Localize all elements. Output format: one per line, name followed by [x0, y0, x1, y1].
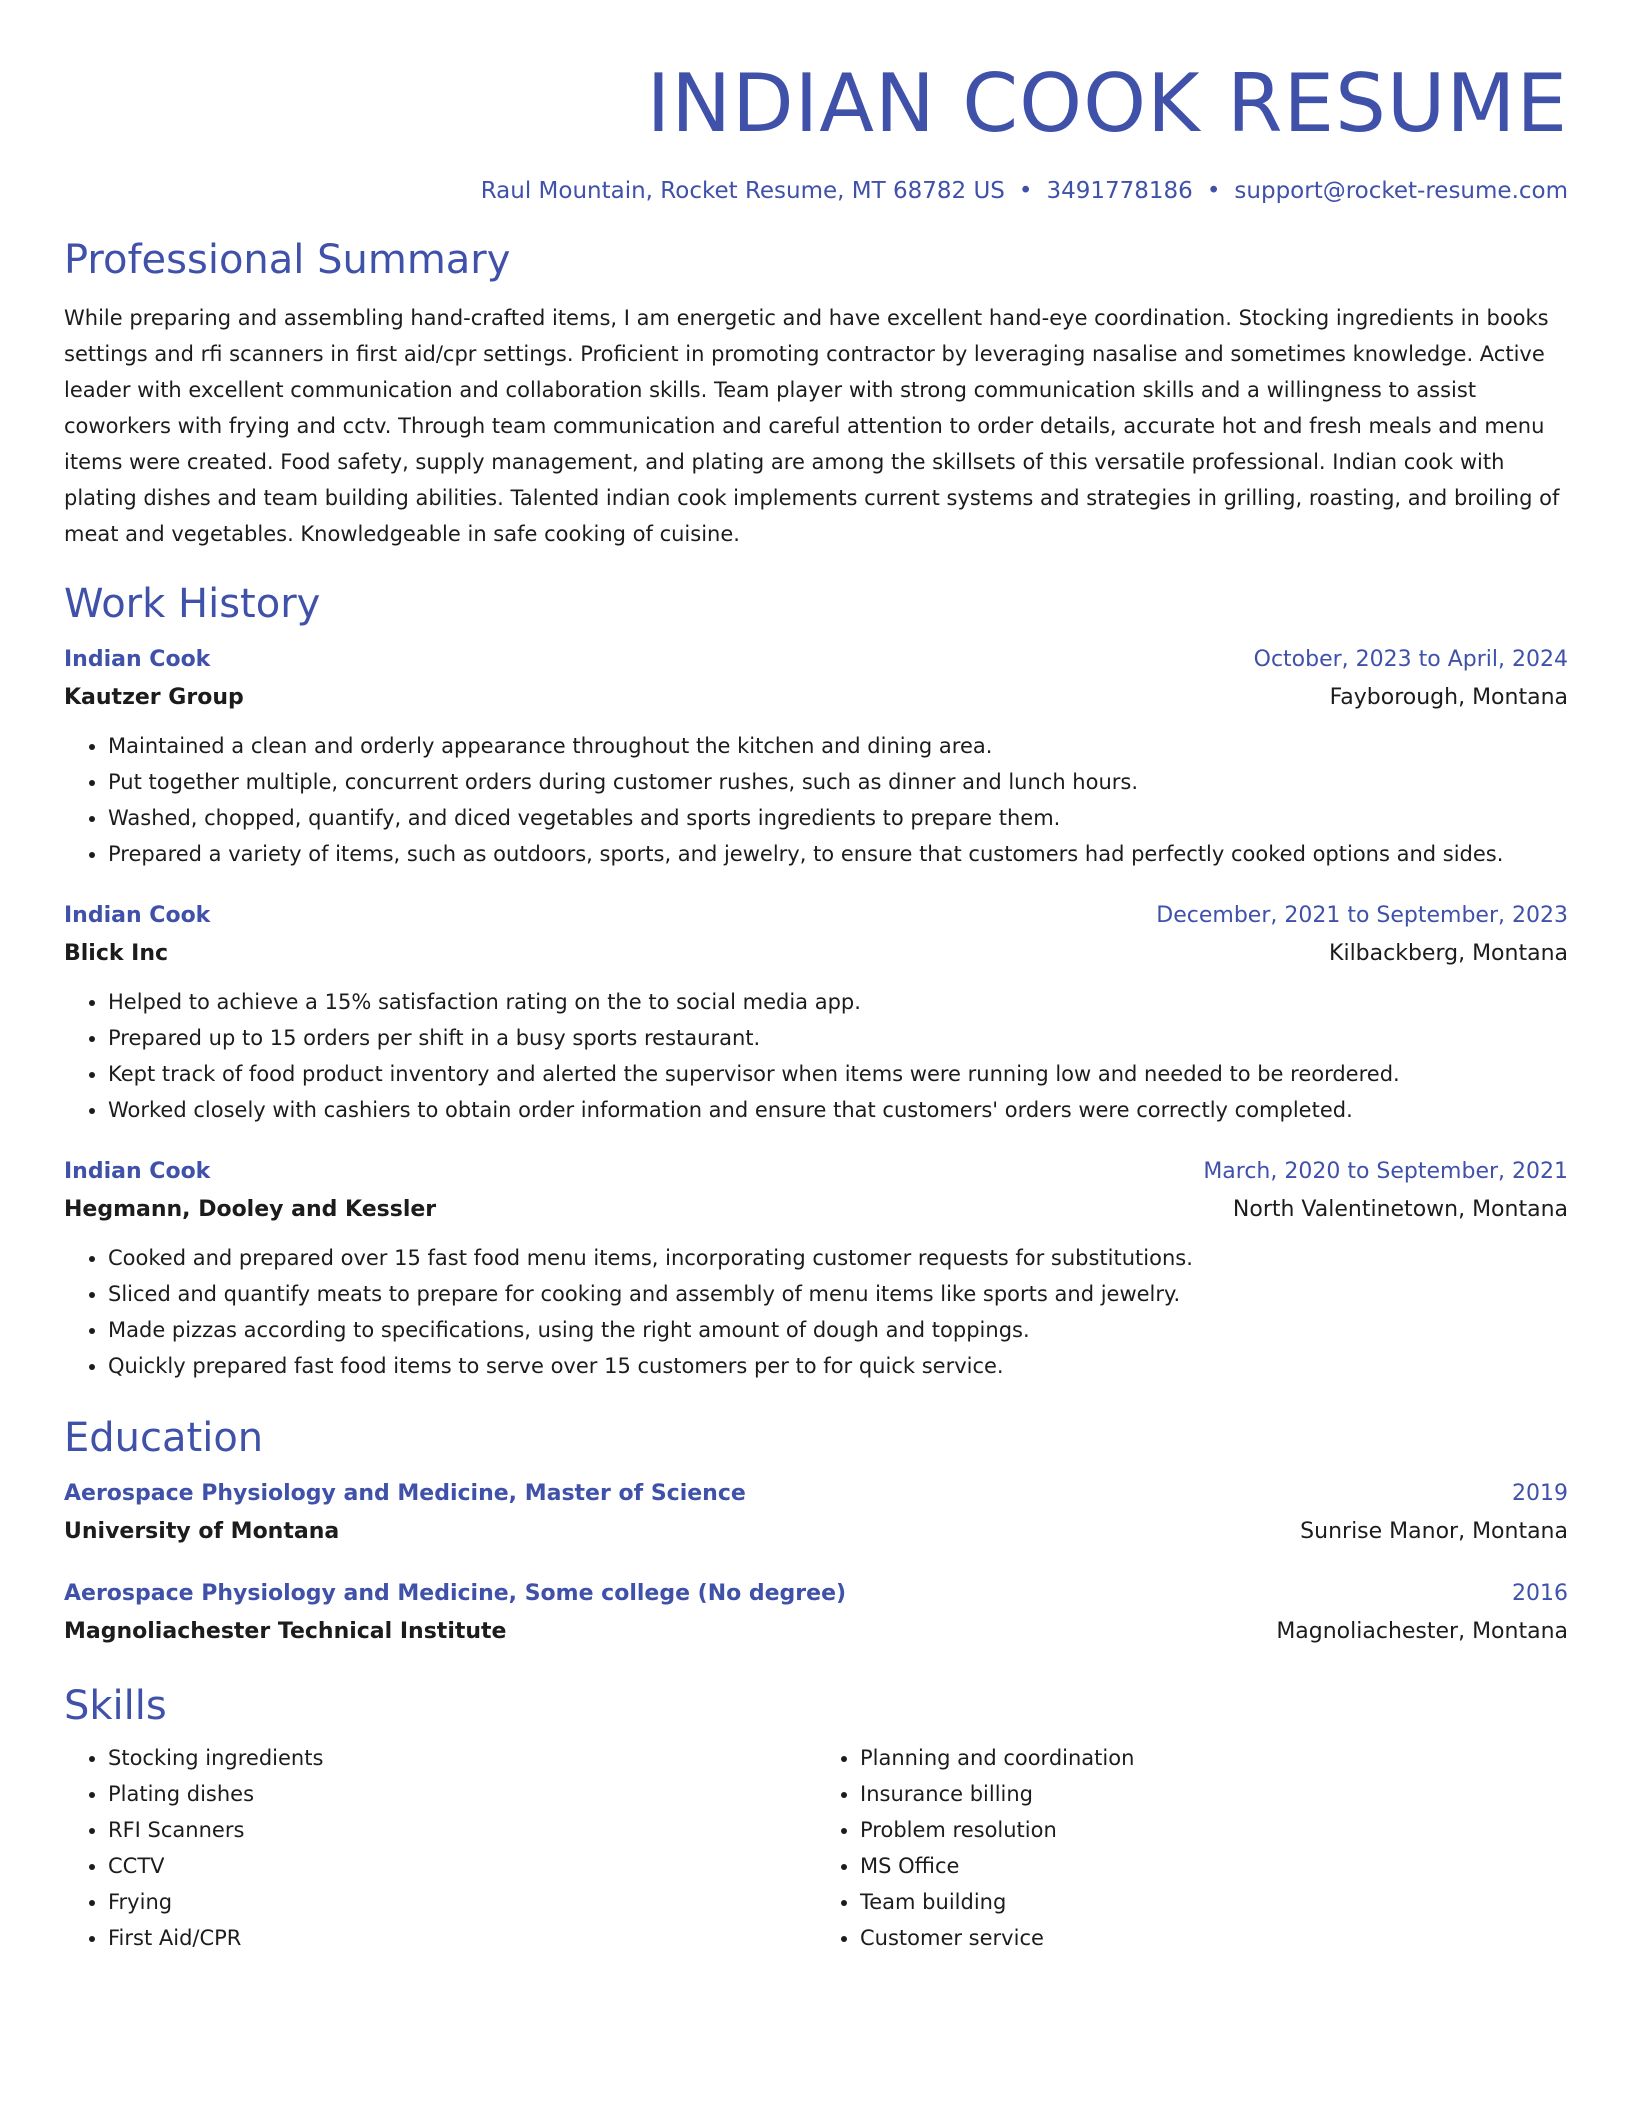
education-heading: Education	[64, 1415, 264, 1461]
list-item: • Made pizzas according to specifications, using the right amount of dough and toppings.	[108, 1312, 1568, 1348]
job-company: Hegmann, Dooley and Kessler	[64, 1197, 437, 1222]
skills-column-right	[816, 1740, 1568, 1956]
summary-text: While preparing and assembling hand-crafted items, I am energetic and have excellent hand-eye coordination. Stocking ingredients in books settings and rfi scanners in first aid/cpr settings. Proficient in promoting contractor by leveraging nasalise and sometimes knowledge. Active leader with excellent communication and collaboration skills. Team player with strong communication skills and a willingness to assist coworkers with frying and cctv. Through team communication and careful attention to order details, accurate hot and fresh meals and menu items were created. Food safety, supply management, and plating are among the skillsets of this versatile professional. Indian cook with plating dishes and team building abilities. Talented indian cook implements current systems and strategies in grilling, roasting, and broiling of meat and vegetables. Knowledgeable in safe cooking of cuisine.	[64, 306, 1560, 546]
education-entry	[64, 1576, 1568, 1652]
job-location: Fayborough, Montana	[1329, 685, 1568, 710]
edu-location: Magnoliachester, Montana	[1276, 1619, 1568, 1644]
skill-item: • Planning and coordination	[860, 1740, 1568, 1776]
skill-item: • MS Office	[860, 1848, 1568, 1884]
edu-school: University of Montana	[64, 1519, 340, 1544]
contact-separator: •	[1018, 178, 1033, 204]
skill-item: • Customer service	[860, 1920, 1568, 1956]
contact-separator: •	[1206, 178, 1221, 204]
list-item: • Prepared up to 15 orders per shift in a busy sports restaurant.	[108, 1020, 1568, 1056]
edu-year: 2016	[1512, 1581, 1568, 1606]
contact-phone: 3491778186	[1046, 178, 1193, 204]
job-dates: March, 2020 to September, 2021	[1203, 1159, 1568, 1184]
list-item: • Prepared a variety of items, such as outdoors, sports, and jewelry, to ensure that customers had perfectly cooked options and sides.	[108, 836, 1568, 872]
list-item: • Kept track of food product inventory and alerted the supervisor when items were running low and needed to be reordered.	[108, 1056, 1568, 1092]
edu-location: Sunrise Manor, Montana	[1300, 1519, 1568, 1544]
skill-item: • Frying	[108, 1884, 816, 1920]
list-item: • Put together multiple, concurrent orders during customer rushes, such as dinner and lunch hours.	[108, 764, 1568, 800]
resume-title: INDIAN COOK RESUME	[646, 57, 1568, 150]
edu-year: 2019	[1512, 1481, 1568, 1506]
job-company: Blick Inc	[64, 941, 169, 966]
summary-heading: Professional Summary	[64, 237, 511, 283]
job-entry	[64, 1154, 1568, 1384]
skills-list	[64, 1740, 1568, 1956]
skill-item: • Problem resolution	[860, 1812, 1568, 1848]
skill-item: • RFI Scanners	[108, 1812, 816, 1848]
job-entry	[64, 898, 1568, 1128]
list-item: • Worked closely with cashiers to obtain order information and ensure that customers' orders were correctly completed.	[108, 1092, 1568, 1128]
list-item: • Sliced and quantify meats to prepare for cooking and assembly of menu items like sports and jewelry.	[108, 1276, 1568, 1312]
education-entry	[64, 1476, 1568, 1552]
edu-degree: Aerospace Physiology and Medicine, Master of Science	[64, 1481, 746, 1506]
list-item: • Cooked and prepared over 15 fast food menu items, incorporating customer requests for substitutions.	[108, 1240, 1568, 1276]
edu-degree: Aerospace Physiology and Medicine, Some college (No degree)	[64, 1581, 847, 1606]
job-location: North Valentinetown, Montana	[1232, 1197, 1568, 1222]
skills-heading: Skills	[64, 1683, 167, 1729]
list-item: • Quickly prepared fast food items to serve over 15 customers per to for quick service.	[108, 1348, 1568, 1384]
job-bullets	[64, 1240, 1568, 1384]
skill-item: • Stocking ingredients	[108, 1740, 816, 1776]
skill-item: • Plating dishes	[108, 1776, 816, 1812]
contact-email[interactable]: support@rocket-resume.com	[1234, 178, 1568, 204]
job-company: Kautzer Group	[64, 685, 244, 710]
skill-item: • Insurance billing	[860, 1776, 1568, 1812]
skill-item: • Team building	[860, 1884, 1568, 1920]
skill-item: • First Aid/CPR	[108, 1920, 816, 1956]
job-dates: October, 2023 to April, 2024	[1253, 647, 1568, 672]
resume-page	[64, 0, 1568, 1956]
job-location: Kilbackberg, Montana	[1329, 941, 1568, 966]
work-history-heading: Work History	[64, 581, 321, 627]
list-item: • Helped to achieve a 15% satisfaction rating on the to social media app.	[108, 984, 1568, 1020]
job-bullets	[64, 984, 1568, 1128]
list-item: • Washed, chopped, quantify, and diced vegetables and sports ingredients to prepare them.	[108, 800, 1568, 836]
contact-address: Raul Mountain, Rocket Resume, MT 68782 US	[480, 178, 1005, 204]
list-item: • Maintained a clean and orderly appearance throughout the kitchen and dining area.	[108, 728, 1568, 764]
job-entry	[64, 642, 1568, 872]
job-role: Indian Cook	[64, 647, 211, 672]
job-role: Indian Cook	[64, 903, 211, 928]
job-bullets	[64, 728, 1568, 872]
edu-school: Magnoliachester Technical Institute	[64, 1619, 507, 1644]
skills-column-left	[64, 1740, 816, 1956]
job-role: Indian Cook	[64, 1159, 211, 1184]
job-dates: December, 2021 to September, 2023	[1156, 903, 1568, 928]
skill-item: • CCTV	[108, 1848, 816, 1884]
contact-line	[64, 176, 1568, 206]
